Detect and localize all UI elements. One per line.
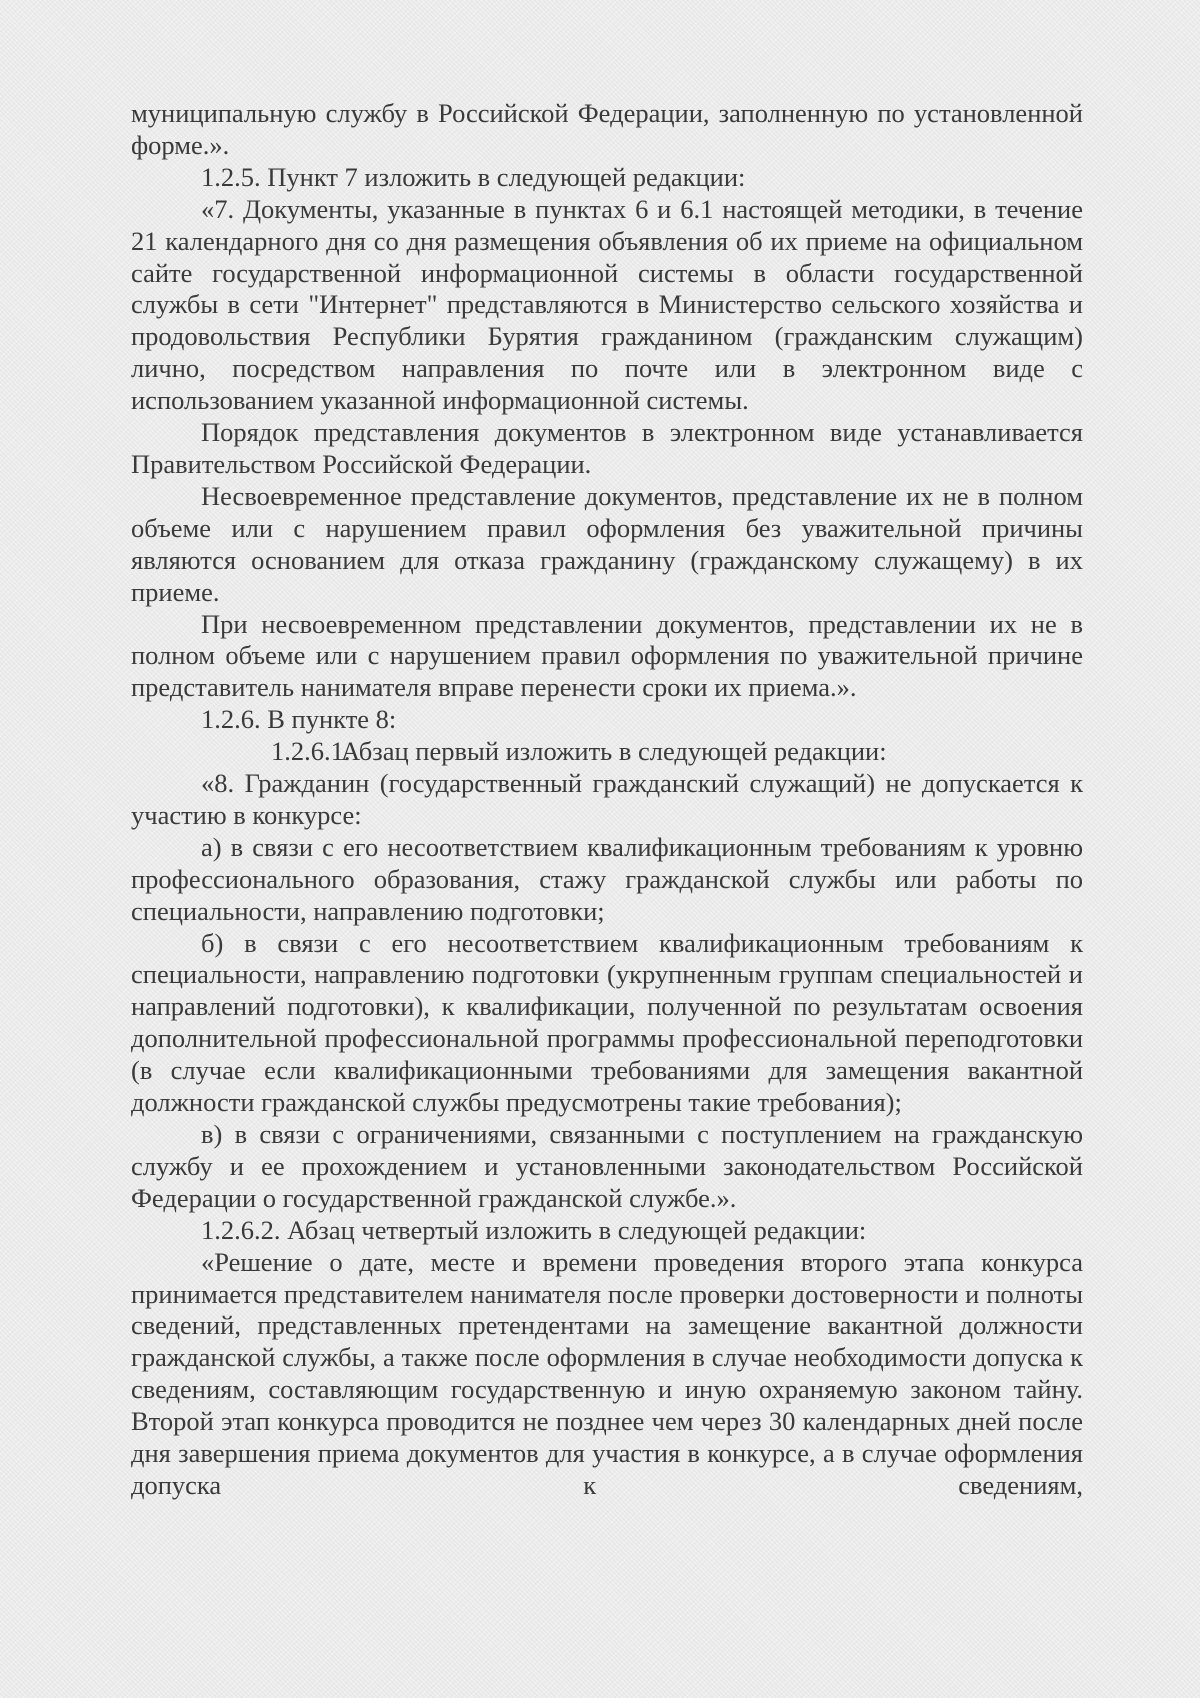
clause-text: Абзац первый изложить в следующей редакции:	[341, 736, 887, 767]
clause-7-text: «7. Документы, указанные в пунктах 6 и 6.1 настоящей методики, в течение 21 календарного дня со дня размещения объявления об их приеме на официальном сайте государственной информационной системы в области государственной службы в сети "Интернет" представляются в Министерство сельского хозяйства и продовольствия Республики Бурятия гражданином (гражданским служащим) лично, посредством направления по почте или в электронном виде с использованием указанной информационной системы.	[131, 193, 1083, 416]
late-submission-valid-reason-paragraph: При несвоевременном представлении документов, представлении их не в полном объеме или с нарушением правил оформления по уважительной причине представитель нанимателя вправе перенести сроки их приема.».	[131, 608, 1083, 703]
clause-8-item-b: б) в связи с его несоответствием квалификационным требованиям к специальности, направлению подготовки (укрупненным группам специальностей и направлений подготовки), к квалификации, полученной по результатам освоения дополнительной профессиональной программы профессиональной переподготовки (в случае если квалификационными требованиями для замещения вакантной должности гражданской службы предусмотрены такие требования);	[131, 927, 1083, 1118]
paragraph-continuation: муниципальную службу в Российской Федерации, заполненную по установленной форме.».	[131, 98, 1083, 160]
clause-8-intro: «8. Гражданин (государственный гражданский служащий) не допускается к участию в конкурсе:	[131, 768, 1083, 830]
clause-8-item-v: в) в связи с ограничениями, связанными с поступлением на гражданскую службу и ее прохождением и установленными законодательством Российской Федерации о государственной гражданской службе.».	[131, 1119, 1083, 1213]
clause-1-2-6-1-heading	[131, 736, 1083, 768]
electronic-submission-paragraph: Порядок представления документов в электронном виде устанавливается Правительством Российской Федерации.	[131, 417, 1083, 479]
clause-1-2-6-2-heading: 1.2.6.2. Абзац четвертый изложить в следующей редакции:	[201, 1214, 867, 1245]
clause-8-item-a: а) в связи с его несоответствием квалификационным требованиям к уровню профессионального образования, стажу гражданской службы или работы по специальности, направлению подготовки;	[131, 831, 1083, 926]
clause-1-2-6-heading: 1.2.6. В пункте 8:	[201, 704, 397, 735]
late-submission-refusal-paragraph: Несвоевременное представление документов, представление их не в полном объеме или с нарушением правил оформления без уважительной причины являются основанием для отказа гражданину (гражданскому служащему) в их приеме.	[131, 480, 1083, 607]
document-body	[131, 98, 1083, 1502]
second-stage-decision-paragraph: «Решение о дате, месте и времени проведения второго этапа конкурса принимается представителем нанимателя после проверки достоверности и полноты сведений, представленных претендентами на замещение вакантной должности гражданской службы, а также после оформления в случае необходимости допуска к сведениям, составляющим государственную и иную охраняемую законом тайну. Второй этап конкурса проводится не позднее чем через 30 календарных дней после дня завершения приема документов для участия в конкурсе, а в случае оформления допуска к сведениям,	[131, 1246, 1083, 1500]
clause-number: 1.2.6.1.	[271, 736, 351, 767]
clause-1-2-5-heading: 1.2.5. Пункт 7 изложить в следующей редакции:	[201, 161, 746, 192]
